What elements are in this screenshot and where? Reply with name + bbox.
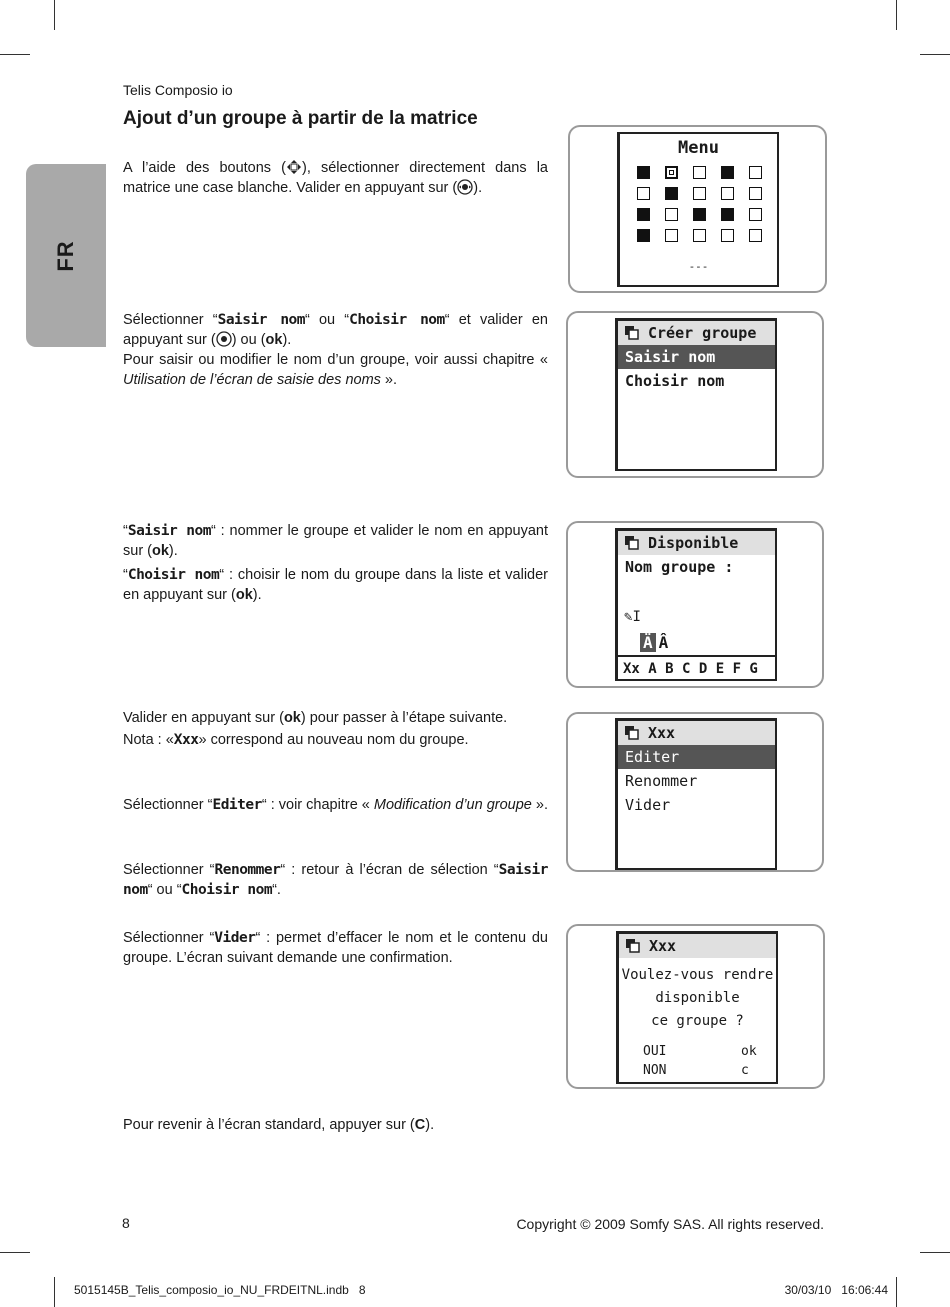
matrix-cell-filled[interactable]: [721, 166, 734, 179]
device-frame-xxx-menu: [566, 712, 824, 872]
screen-title: Xxx: [618, 721, 775, 745]
key-c: c: [741, 1063, 749, 1078]
device-frame-menu: [568, 125, 827, 293]
section-renommer: Sélectionner “Renommer“ : retour à l’écran de sélection “Saisir nom“ ou “Choisir nom“.: [123, 862, 548, 898]
crop-mark: [896, 0, 897, 30]
menu-dashes: ---: [688, 260, 709, 273]
device-frame-confirm: [566, 924, 825, 1089]
matrix-cell-filled[interactable]: [721, 208, 734, 221]
document-title: Telis Composio io: [123, 82, 233, 98]
select-button-icon: [457, 179, 473, 195]
group-icon: [626, 939, 640, 953]
select-button-icon: [216, 331, 232, 347]
confirm-question: Voulez-vous rendre disponible ce groupe ?: [621, 967, 774, 1029]
screen-disponible: [615, 528, 777, 681]
screen-title: Xxx: [619, 934, 776, 958]
device-frame-disponible: [566, 521, 824, 688]
text-cursor: ✎I: [624, 609, 641, 625]
matrix-cell-filled[interactable]: [693, 208, 706, 221]
crop-mark: [54, 1277, 55, 1307]
section-valider: Valider en appuyant sur (ok) pour passer à l’étape suivante. Nota : «Xxx» correspond au nouveau nom du groupe.: [123, 710, 508, 748]
matrix-cell-empty[interactable]: [721, 229, 734, 242]
section-matrix-select: A l’aide des boutons ( ), sélectionner directement dans la matrice une case blanche. Valider en appuyant sur ( ).: [123, 160, 548, 196]
matrix-cell-empty[interactable]: [749, 208, 762, 221]
copyright: Copyright © 2009 Somfy SAS. All rights reserved.: [516, 1216, 824, 1232]
section-retour: Pour revenir à l’écran standard, appuyer sur (C).: [123, 1117, 435, 1133]
matrix-cell-filled[interactable]: [665, 187, 678, 200]
menu-item-renommer[interactable]: Renommer: [625, 772, 698, 790]
matrix-cell-empty[interactable]: [665, 229, 678, 242]
name-label: Nom groupe :: [625, 558, 734, 576]
menu-item-editer[interactable]: Editer: [618, 745, 775, 769]
print-slug-file: 5015145B_Telis_composio_io_NU_FRDEITNL.indb 8: [74, 1283, 366, 1297]
matrix-cell-empty[interactable]: [693, 187, 706, 200]
menu-title: Menu: [678, 138, 719, 158]
accent-chars: [640, 633, 671, 652]
matrix-cell-empty[interactable]: [637, 187, 650, 200]
arrows-icon: [286, 159, 302, 175]
screen-title: Créer groupe: [618, 321, 775, 345]
section-options: “Saisir nom“ : nommer le groupe et valider le nom en appuyant sur (ok). “Choisir nom“ : choisir le nom du groupe dans la liste et valider en appuyant sur (ok).: [123, 523, 548, 603]
matrix-cell-selected[interactable]: [665, 166, 678, 179]
alphabet-row: Xx A B C D E F G: [618, 655, 775, 679]
screen-menu: [617, 132, 779, 287]
matrix-cell-filled[interactable]: [637, 166, 650, 179]
screen-title: Disponible: [618, 531, 775, 555]
device-frame-creer: [566, 311, 824, 478]
option-oui[interactable]: OUI: [643, 1044, 667, 1059]
matrix-cell-empty[interactable]: [665, 208, 678, 221]
menu-item-vider[interactable]: Vider: [625, 796, 671, 814]
print-slug-date: 30/03/10 16:06:44: [784, 1283, 888, 1297]
char-selected[interactable]: Ä: [640, 633, 656, 652]
screen-xxx-menu: [615, 718, 777, 870]
crop-mark: [54, 0, 55, 30]
crop-mark: [920, 54, 950, 55]
group-icon: [625, 726, 639, 740]
menu-item-saisir-nom[interactable]: Saisir nom: [618, 345, 775, 369]
section-vider: Sélectionner “Vider“ : permet d’effacer le nom et le contenu du groupe. L’écran suivant demande une confirmation.: [123, 930, 548, 966]
screen-creer-groupe: [615, 318, 777, 471]
section-saisir-choisir: Sélectionner “Saisir nom“ ou “Choisir nom“ et valider en appuyant sur ( ) ou (ok). Pour saisir ou modifier le nom d’un groupe, voir aussi chapitre « Utilisation de l’écran de saisie des noms ».: [123, 312, 548, 388]
language-code: FR: [53, 240, 78, 272]
matrix-cell-empty[interactable]: [693, 229, 706, 242]
menu-item-choisir-nom[interactable]: Choisir nom: [625, 372, 725, 390]
page-number: 8: [122, 1215, 130, 1231]
char-option[interactable]: Â: [658, 633, 669, 652]
crop-mark: [896, 1277, 897, 1307]
crop-mark: [920, 1252, 950, 1253]
page-heading: Ajout d’un groupe à partir de la matrice: [123, 108, 478, 129]
crop-mark: [0, 54, 30, 55]
matrix-cell-empty[interactable]: [749, 229, 762, 242]
option-non[interactable]: NON: [643, 1063, 667, 1078]
key-ok: ok: [741, 1044, 757, 1059]
section-editer: Sélectionner “Editer“ : voir chapitre « Modification d’un groupe ».: [123, 797, 548, 813]
group-icon: [625, 536, 639, 550]
crop-mark: [0, 1252, 30, 1253]
matrix-cell-filled[interactable]: [637, 208, 650, 221]
language-tab: [26, 164, 106, 347]
matrix-cell-empty[interactable]: [749, 187, 762, 200]
screen-confirm: [616, 931, 778, 1084]
matrix-cell-empty[interactable]: [693, 166, 706, 179]
matrix-cell-empty[interactable]: [749, 166, 762, 179]
matrix-cell-empty[interactable]: [721, 187, 734, 200]
group-icon: [625, 326, 639, 340]
matrix-cell-filled[interactable]: [637, 229, 650, 242]
